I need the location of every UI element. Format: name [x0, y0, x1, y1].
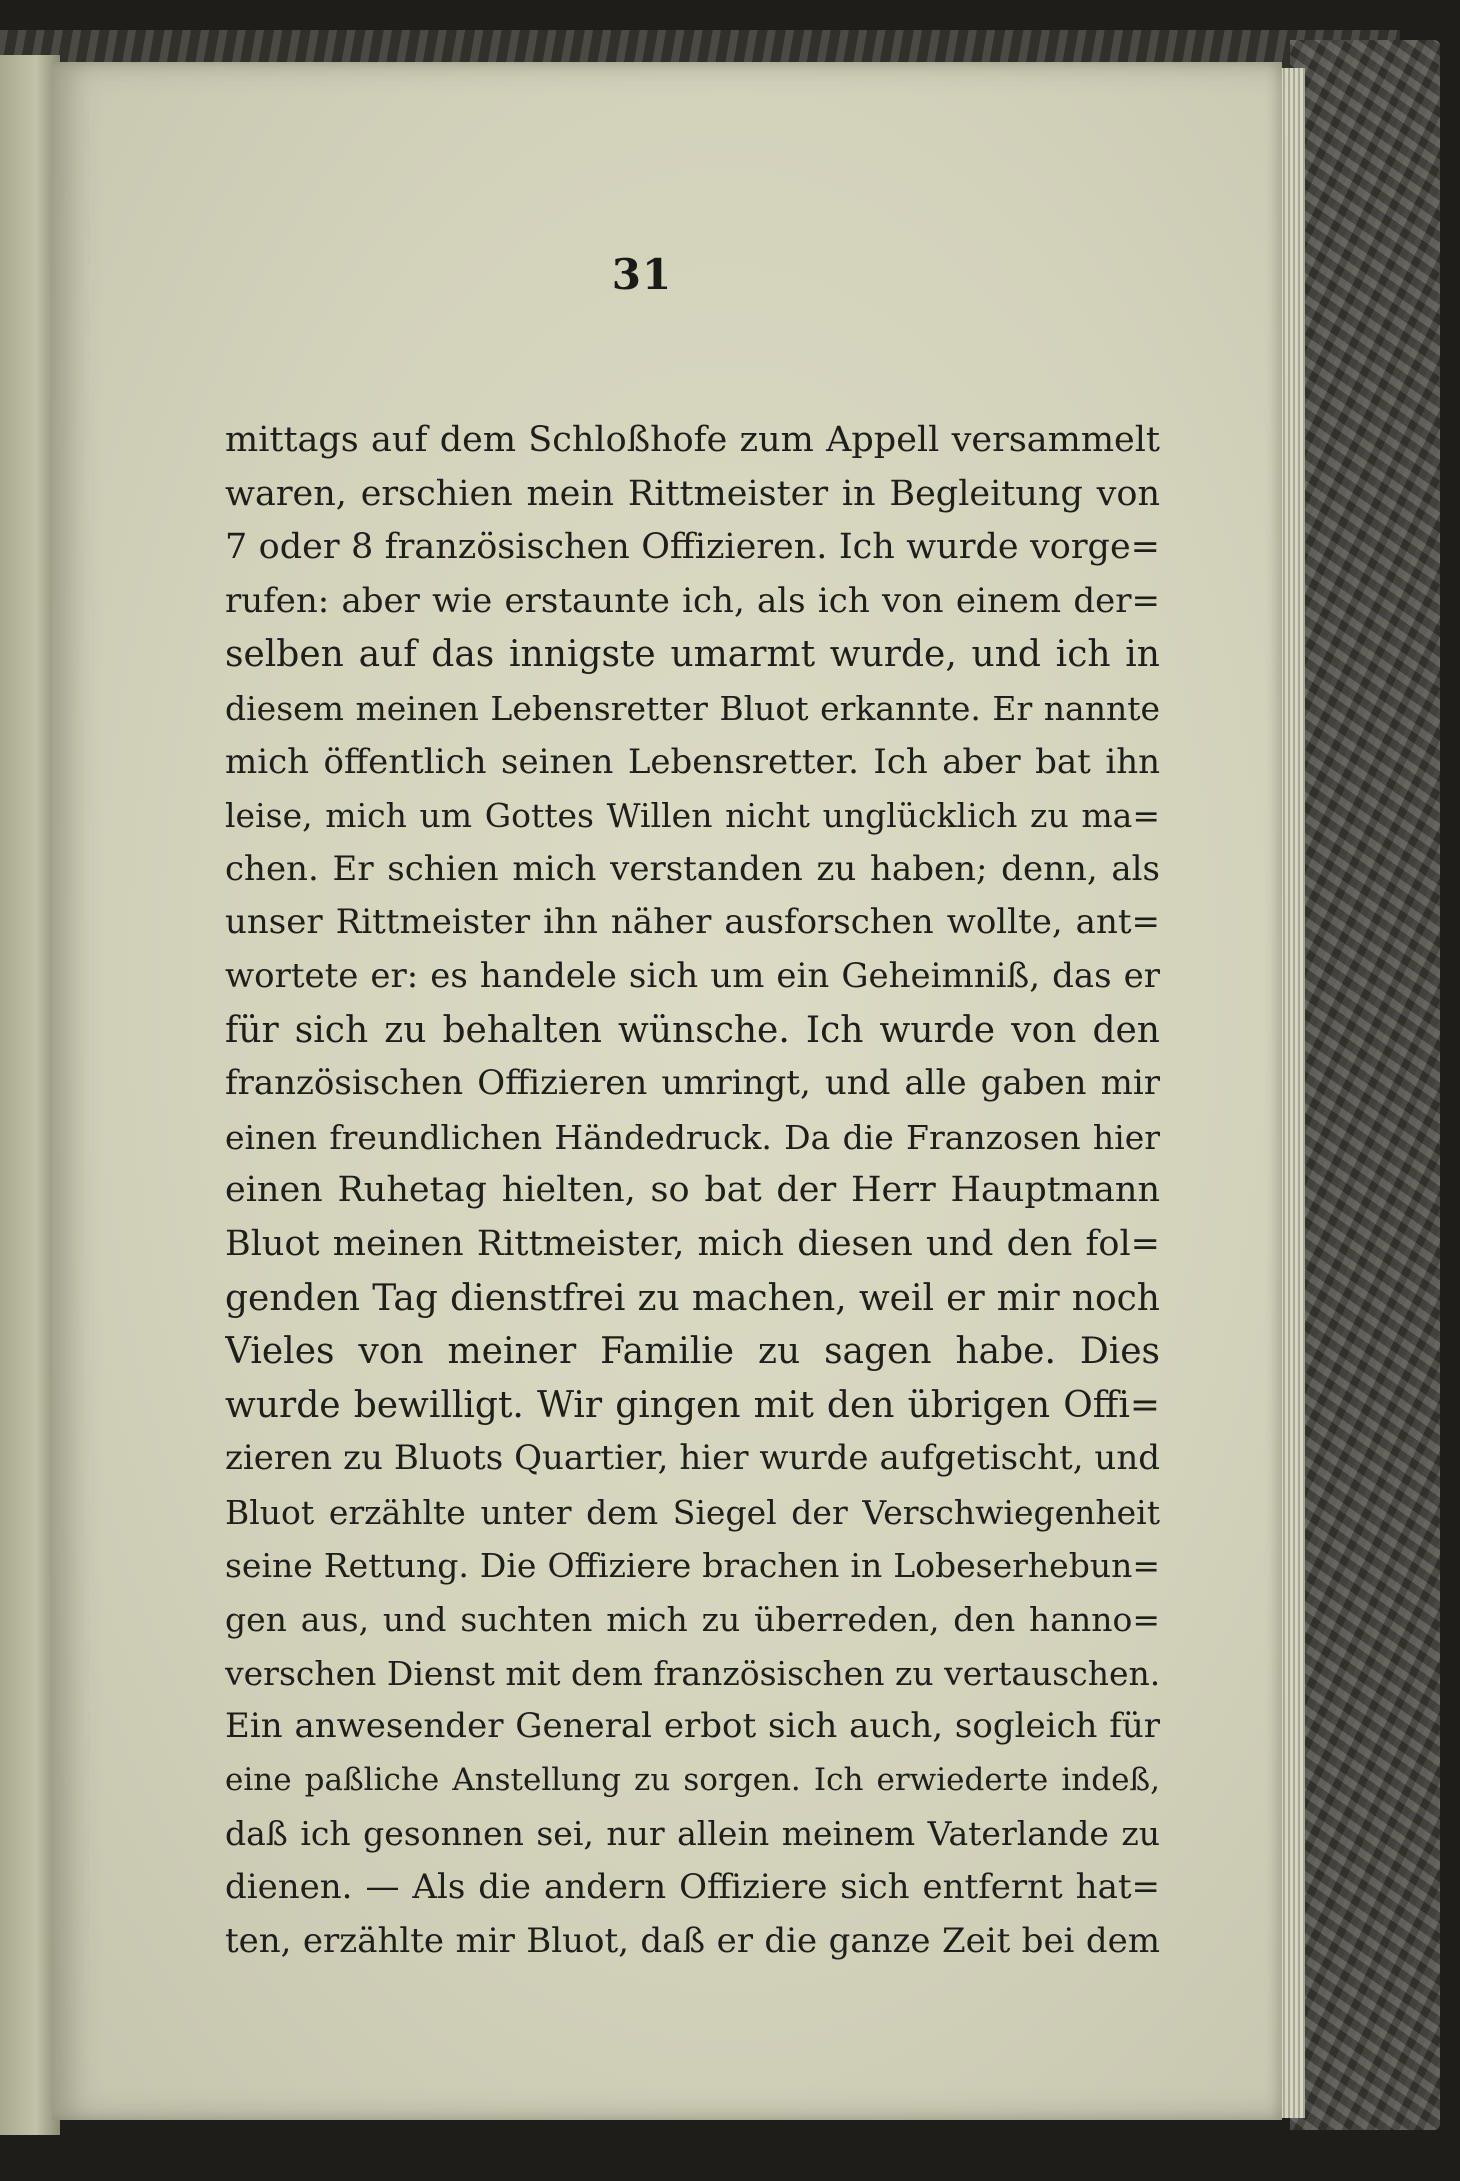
text-line: mich öffentlich seinen Lebensretter. Ich aber bat ihn	[225, 741, 1160, 782]
text-line: Ein anwesender General erbot sich auch, sogleich für	[225, 1706, 1160, 1747]
left-page-edge	[0, 55, 60, 2135]
text-line: wurde bewilligt. Wir gingen mit den übrigen Offi=	[225, 1384, 1160, 1426]
text-line: verschen Dienst mit dem französischen zu vertauschen.	[225, 1653, 1160, 1693]
text-line: dienen. — Als die andern Offiziere sich entfernt hat=	[225, 1867, 1160, 1908]
text-line: rufen: aber wie erstaunte ich, als ich von einem der=	[225, 580, 1160, 621]
marbled-cover	[1290, 40, 1440, 2130]
text-line: gen aus, und suchten mich zu überreden, den hanno=	[225, 1600, 1160, 1640]
text-line: französischen Offizieren umringt, und alle gaben mir	[225, 1063, 1160, 1104]
text-line: chen. Er schien mich verstanden zu haben; denn, als	[225, 848, 1160, 889]
text-line: Bluot erzählte unter dem Siegel der Verschwiegenheit	[225, 1492, 1160, 1532]
text-line: ten, erzählte mir Bluot, daß er die ganze Zeit bei dem	[225, 1920, 1160, 1961]
text-line: für sich zu behalten wünsche. Ich wurde von den	[225, 1009, 1160, 1051]
text-line: 7 oder 8 französischen Offizieren. Ich wurde vorge=	[225, 527, 1160, 568]
text-line: einen Ruhetag hielten, so bat der Herr Hauptmann	[225, 1170, 1160, 1211]
text-line: genden Tag dienstfrei zu machen, weil er mir noch	[225, 1277, 1160, 1319]
text-line: diesem meinen Lebensretter Bluot erkannte. Er nannte	[225, 688, 1160, 728]
page-text	[225, 414, 1160, 1968]
text-line: eine paßliche Anstellung zu sorgen. Ich erwiederte indeß,	[225, 1761, 1160, 1798]
text-line: waren, erschien mein Rittmeister in Begleitung von	[225, 473, 1160, 514]
text-line: selben auf das innigste umarmt wurde, und ich in	[225, 634, 1160, 676]
text-line: seine Rettung. Die Offiziere brachen in Lobeserhebun=	[225, 1546, 1160, 1586]
text-line: zieren zu Bluots Quartier, hier wurde aufgetischt, und	[225, 1438, 1160, 1479]
text-line: unser Rittmeister ihn näher ausforschen wollte, ant=	[225, 902, 1160, 943]
text-line: leise, mich um Gottes Willen nicht unglücklich zu ma=	[225, 796, 1160, 836]
book-page	[52, 62, 1282, 2120]
text-line: mittags auf dem Schloßhofe zum Appell versammelt	[225, 420, 1160, 460]
text-line: daß ich gesonnen sei, nur allein meinem Vaterlande zu	[225, 1814, 1160, 1854]
text-line: wortete er: es handele sich um ein Geheimniß, das er	[225, 955, 1160, 996]
text-line: Bluot meinen Rittmeister, mich diesen und den fol=	[225, 1223, 1160, 1264]
page-number: 31	[611, 250, 673, 299]
text-line: Vieles von meiner Familie zu sagen habe. Dies	[225, 1331, 1160, 1373]
text-line: einen freundlichen Händedruck. Da die Franzosen hier	[225, 1117, 1160, 1157]
